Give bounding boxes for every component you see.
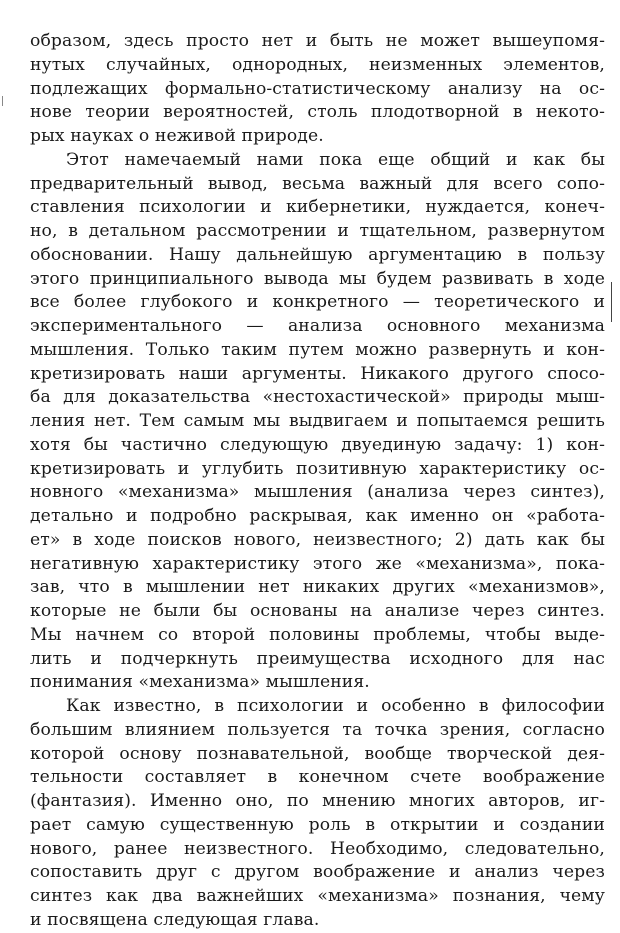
text-line: кретизировать наши аргументы. Никакого другого спосо- <box>30 363 605 384</box>
text-line: лить и подчеркнуть преимущества исходного для нас <box>30 648 605 669</box>
text-line: этого принципиального вывода мы будем развивать в ходе <box>30 268 605 289</box>
text-line: которой основу познавательной, вообще творческой дея- <box>30 743 605 764</box>
paragraph-2 <box>30 149 605 695</box>
page-text <box>30 30 605 933</box>
text-line: нутых случайных, однородных, неизменных элементов, <box>30 54 605 75</box>
text-line: образом, здесь просто нет и быть не может вышеупомя- <box>30 31 605 51</box>
text-line: предварительный вывод, весьма важный для всего сопо- <box>30 173 605 194</box>
text-line: (фантазия). Именно оно, по мнению многих авторов, иг- <box>30 791 605 811</box>
text-line: рых науках о неживой природе. <box>30 126 324 146</box>
text-line: и посвящена следующая глава. <box>30 909 320 930</box>
text-line: рает самую существенную роль в открытии и создании <box>30 814 605 835</box>
text-line: нового, ранее неизвестного. Необходимо, следовательно, <box>30 838 605 859</box>
text-line: хотя бы частично следующую двуединую задачу: 1) кон- <box>30 434 605 455</box>
text-line: зав, что в мышлении нет никаких других «механизмов», <box>30 577 605 598</box>
text-line: которые не были бы основаны на анализе через синтез. <box>30 601 605 621</box>
text-line: Как известно, в психологии и особенно в философии <box>66 696 605 716</box>
text-line: все более глубокого и конкретного — теоретического и <box>30 292 605 313</box>
text-line: ления нет. Тем самым мы выдвигаем и попытаемся решить <box>30 411 605 431</box>
paragraph-3 <box>30 695 605 933</box>
paragraph-1 <box>30 30 605 149</box>
text-line: большим влиянием пользуется та точка зрения, согласно <box>30 719 605 740</box>
text-line: Мы начнем со второй половины проблемы, чтобы выде- <box>30 624 605 645</box>
text-line: кретизировать и углубить позитивную характеристику ос- <box>30 458 605 479</box>
margin-mark-right <box>611 282 612 322</box>
text-line: но, в детальном рассмотрении и тщательном, развернутом <box>30 221 605 241</box>
text-line: Этот намечаемый нами пока еще общий и как бы <box>66 149 605 170</box>
margin-mark-left <box>2 96 3 106</box>
text-line: нове теории вероятностей, столь плодотворной в некото- <box>30 102 605 123</box>
text-line: ставления психологии и кибернетики, нуждается, конеч- <box>30 197 605 218</box>
text-line: обосновании. Нашу дальнейшую аргументацию в пользу <box>30 244 605 265</box>
text-line: синтез как два важнейших «механизма» познания, чему <box>30 886 605 906</box>
text-line: негативную характеристику этого же «механизма», пока- <box>30 553 605 574</box>
text-line: ба для доказательства «нестохастической» природы мыш- <box>30 387 605 408</box>
text-line: понимания «механизма» мышления. <box>30 672 370 693</box>
text-line: мышления. Только таким путем можно развернуть и кон- <box>30 339 605 360</box>
text-line: подлежащих формально-статистическому анализу на ос- <box>30 78 605 99</box>
text-line: детально и подробно раскрывая, как именно он «работа- <box>30 506 605 526</box>
text-line: сопоставить друг с другом воображение и анализ через <box>30 862 605 883</box>
text-line: тельности составляет в конечном счете воображение <box>30 767 605 788</box>
text-line: новного «механизма» мышления (анализа через синтез), <box>30 482 605 503</box>
text-line: экспериментального — анализа основного механизма <box>30 316 605 336</box>
text-line: ет» в ходе поисков нового, неизвестного; 2) дать как бы <box>30 529 605 550</box>
